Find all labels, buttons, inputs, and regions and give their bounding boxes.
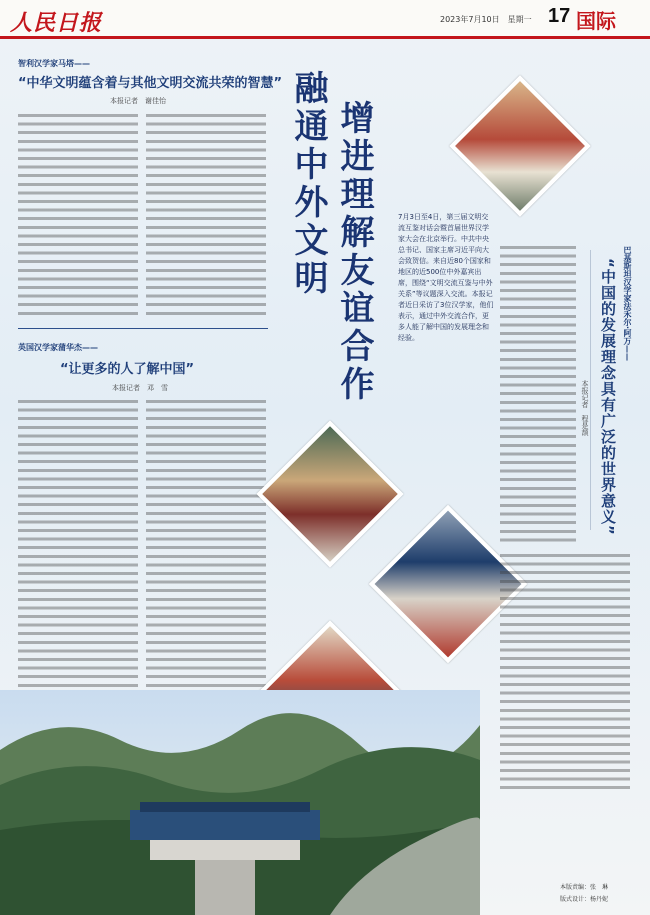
main-title-line1: 增进理解友谊合作 xyxy=(334,100,374,404)
editor-credit: 本版责编：张 琳 xyxy=(560,884,609,891)
page-number: 17 xyxy=(548,5,571,27)
landscape-photo xyxy=(0,690,480,915)
article1-byline: 本报记者 谢佳怡 xyxy=(110,97,166,105)
designer-credit: 版式设计：杨丹妮 xyxy=(560,896,609,903)
divider xyxy=(18,328,268,329)
article1-column-2 xyxy=(146,112,266,320)
article2-headline: “让更多的人了解中国” xyxy=(60,362,195,377)
article3-headline: “中国的发展理念具有广泛的世界意义” xyxy=(599,258,617,536)
article1-column-1 xyxy=(18,112,138,320)
divider xyxy=(590,250,591,530)
article2-column-1 xyxy=(18,398,138,698)
article3-kicker: 巴基斯坦汉学家法禾尔·阿万—— xyxy=(623,246,632,362)
article3-column-1 xyxy=(500,244,576,542)
section-name: 国际 xyxy=(576,9,616,33)
photo-exhibition-2 xyxy=(256,420,403,567)
article2-kicker: 英国汉学家蒲华杰—— xyxy=(18,343,98,352)
article1-headline: “中华文明蕴含着与其他文明交流共荣的智慧” xyxy=(18,76,283,91)
issue-date: 2023年7月10日 星期一 xyxy=(440,15,532,24)
article3-column-2 xyxy=(500,552,630,792)
article3-byline: 本报记者 程是颉 xyxy=(581,380,589,436)
masthead xyxy=(0,0,650,39)
newspaper-logo: 人民日报 xyxy=(10,10,103,36)
article2-column-2 xyxy=(146,398,266,698)
article2-byline: 本报记者 邓 雪 xyxy=(112,384,168,392)
photo-exhibition-1 xyxy=(449,75,590,216)
main-title-line2: 融通中外文明 xyxy=(288,70,328,298)
intro-paragraph: 7月3日至4日，第三届文明交流互鉴对话会暨首届世界汉学家大会在北京举行。中共中央总书记、国家主席习近平向大会致贺信。来自近80个国家和地区的近500位中外嘉宾出席，围绕“文明交流互鉴与中外关系”等议题深入交流。本报记者近日采访了3位汉学家，他们表示，通过中外交流合作，更多人能了解中国的发展理念和经验。 xyxy=(398,213,494,342)
article1-kicker: 智利汉学家马塔—— xyxy=(18,59,90,68)
